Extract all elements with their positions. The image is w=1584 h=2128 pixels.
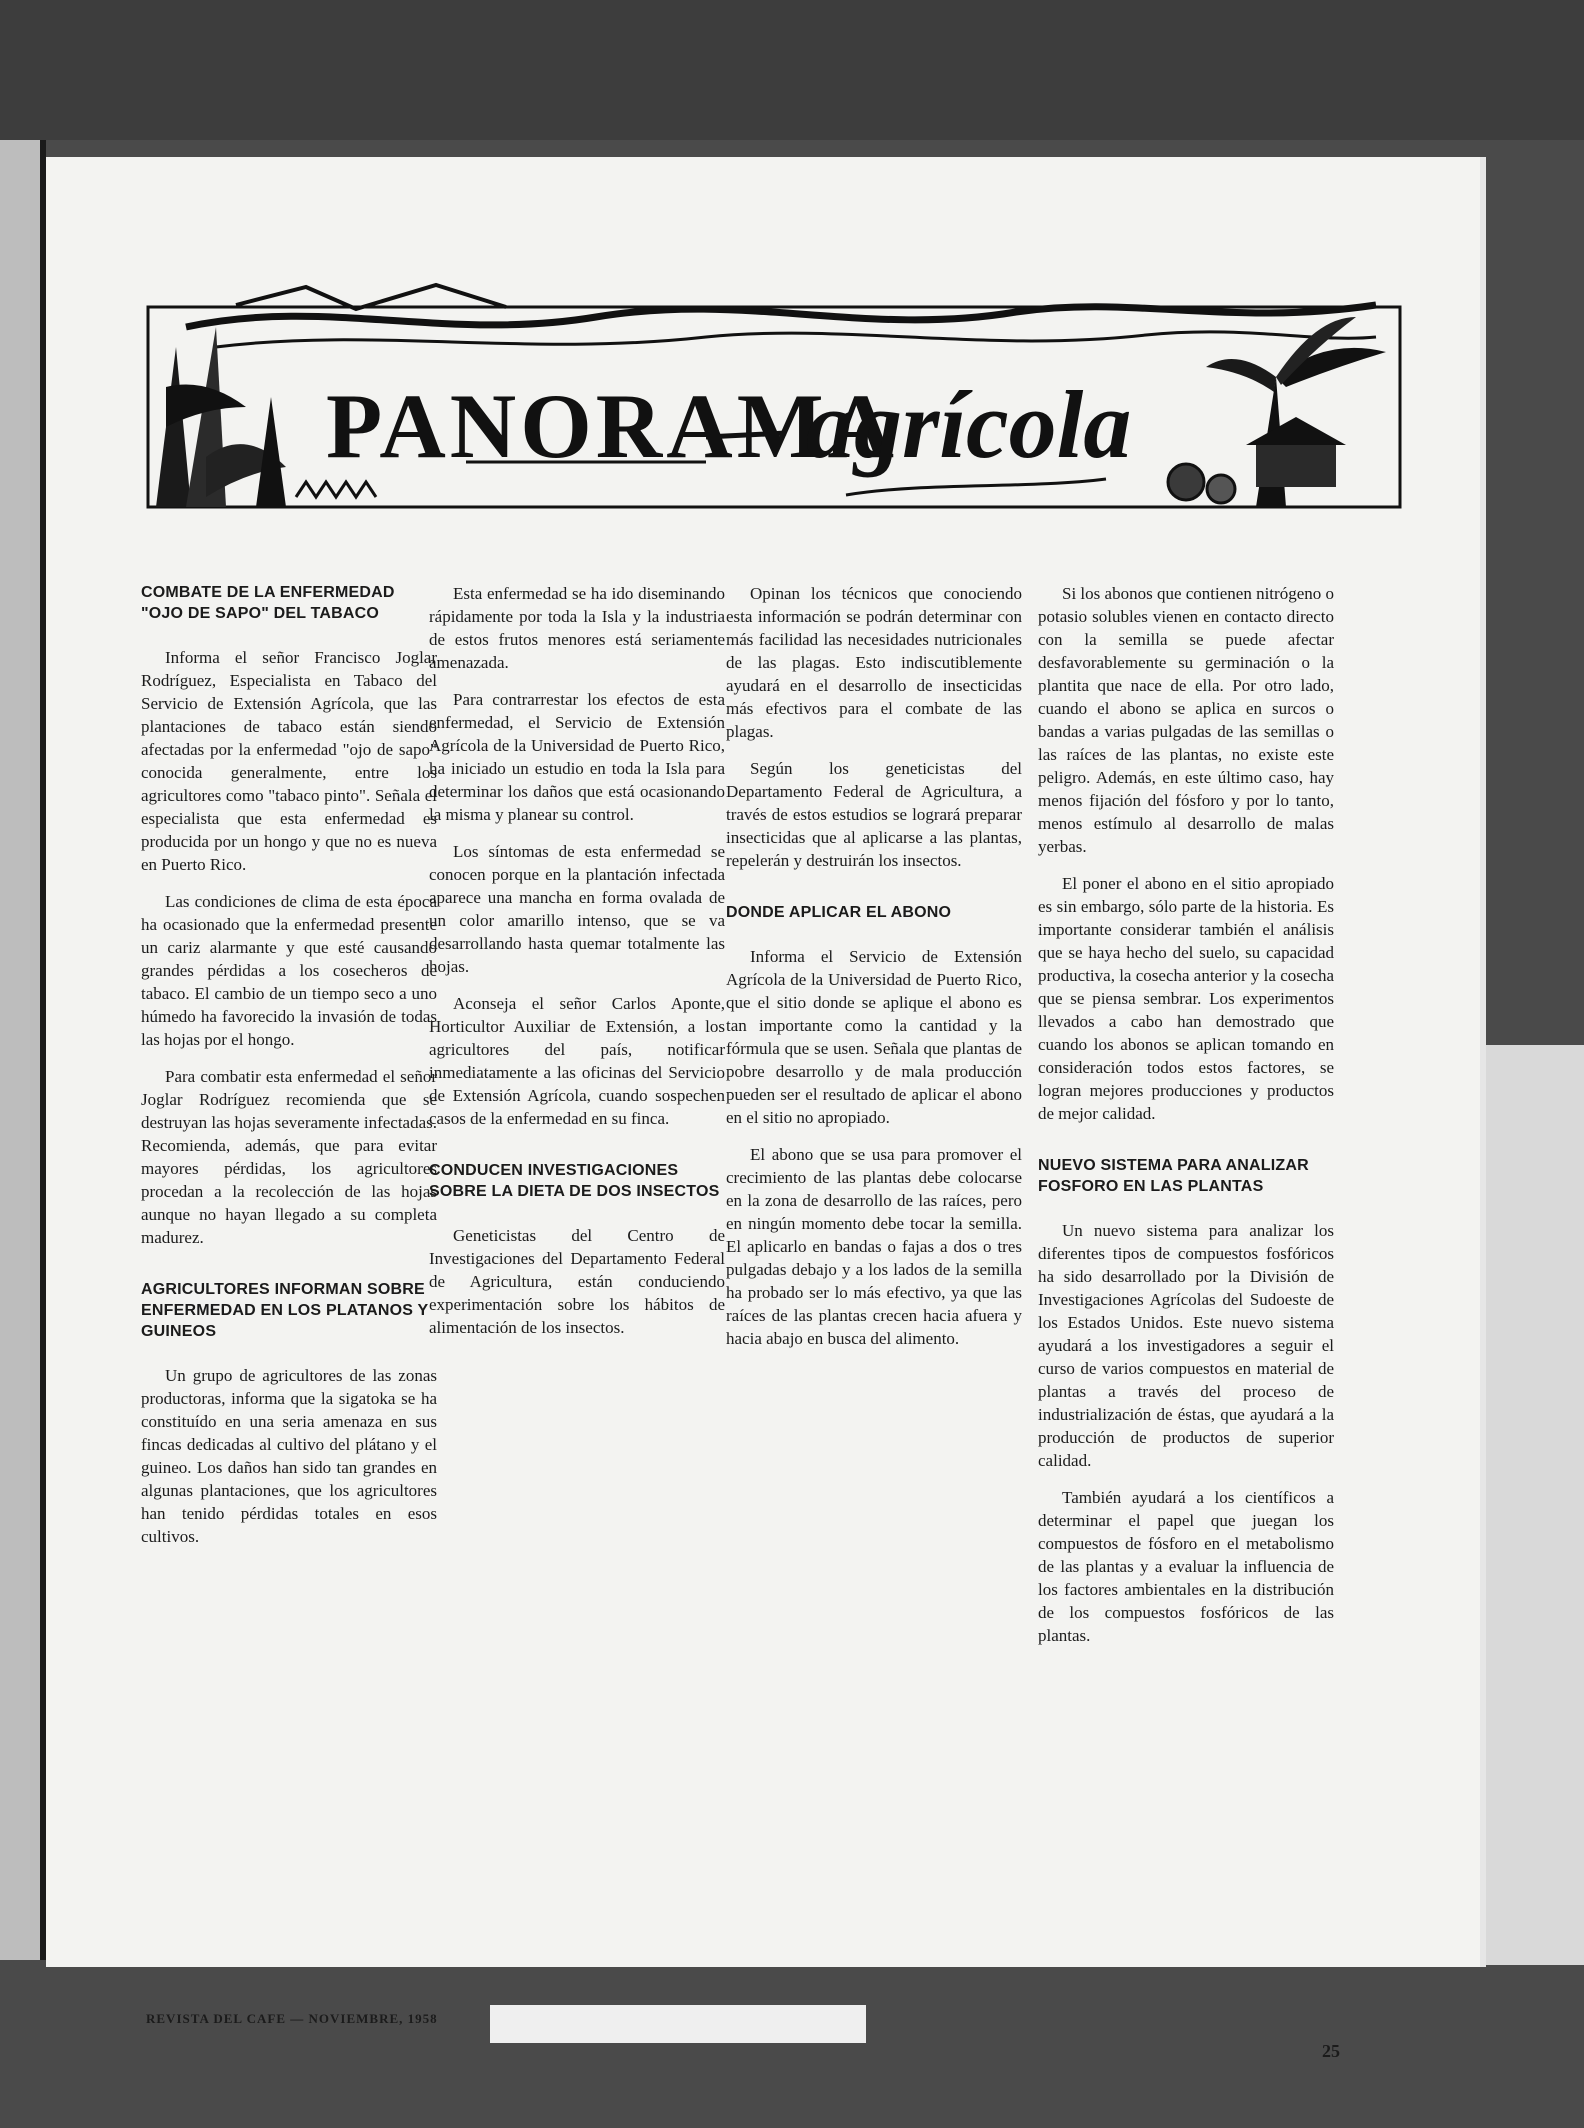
article-heading-donde-aplicar-abono: DONDE APLICAR EL ABONO — [726, 904, 952, 921]
magazine-page — [46, 157, 1480, 2061]
publication-footer: REVISTA DEL CAFE — NOVIEMBRE, 1958 — [146, 2011, 438, 2026]
article-paragraph: Las condiciones de clima de esta época ha ocasionado que la enfermedad presente un cariz alarmante y que esté causando grandes pérdidas a los cosecheros de tabaco. El cambio de un tiempo seco a uno húmedo ha favorecido la invasión de todas las hojas por el hongo. — [141, 892, 437, 1049]
column-2 — [429, 582, 725, 1353]
article-paragraph: Geneticistas del Centro de Investigaciones del Departamento Federal de Agricultura, están conduciendo experimentación sobre los hábitos de alimentación de los insectos. — [429, 1226, 725, 1337]
article-paragraph: Los síntomas de esta enfermedad se conocen porque en la plantación infectada aparece una mancha en forma ovalada de un color amarillo intenso, que se va desarrollando hasta quemar totalmente las hojas. — [429, 842, 725, 976]
banner-title-right: agrícola — [806, 371, 1132, 478]
article-paragraph: Informa el señor Francisco Joglar Rodríguez, Especialista en Tabaco del Servicio de Extensión Agrícola, que las plantaciones de tabaco están siendo afectadas por la enfermedad "ojo de sapo" conocida generalmente, entre los agricultores como "tabaco pinto". Señala el especialista que esta enfermedad es producida por un hongo y que no es nueva en Puerto Rico. — [141, 648, 437, 874]
banner-illustration — [146, 257, 1402, 512]
next-page-edge — [1486, 1045, 1584, 1965]
article-paragraph: Un grupo de agricultores de las zonas productoras, informa que la sigatoka se ha constituído en una seria amenaza en sus fincas dedicadas al cultivo del plátano y el guineo. Los daños han sido tan grandes en algunas plantaciones, que los agricultores han tenido pérdidas totales en esos cultivos. — [141, 1366, 437, 1546]
article-paragraph: También ayudará a los científicos a determinar el papel que juegan los compuestos de fósforo en el metabolismo de las plantas y a evaluar la influencia de los factores ambientales en la distribución de los compuestos fosfóricos de las plantas. — [1038, 1488, 1334, 1645]
article-paragraph: El poner el abono en el sitio apropiado es sin embargo, sólo parte de la historia. Es importante considerar también el análisis que se haya hecho del suelo, su capacidad productiva, la cosecha anterior y la cosecha que se piensa sembrar. Los experimentos llevados a cabo han demostrado que cuando los abonos se aplican tomando en consideración todos estos factores, se logran mejores producciones y productos de mejor calidad. — [1038, 874, 1334, 1123]
page-bottom-tab — [490, 2005, 866, 2043]
column-3 — [726, 582, 1022, 1364]
article-heading-dieta-insectos: CONDUCEN INVESTIGACIONES SOBRE LA DIETA DE DOS INSECTOS — [429, 1162, 720, 1200]
article-paragraph: Según los geneticistas del Departamento Federal de Agricultura, a través de estos estudios se logrará preparar insecticidas que al aplicarse a las plantas, repelerán y destruirán los insectos. — [726, 759, 1022, 870]
article-heading-analizar-fosforo: NUEVO SISTEMA PARA ANALIZAR FOSFORO EN LAS PLANTAS — [1038, 1157, 1309, 1195]
article-heading-platanos-guineos: AGRICULTORES INFORMAN SOBRE ENFERMEDAD EN LOS PLATANOS Y GUINEOS — [141, 1281, 429, 1340]
article-heading-ojo-de-sapo: COMBATE DE LA ENFERMEDAD "OJO DE SAPO" DEL TABACO — [141, 584, 395, 622]
article-paragraph: Informa el Servicio de Extensión Agrícola de la Universidad de Puerto Rico, que el sitio donde se aplique el abono es tan importante como la cantidad y la fórmula que se usen. Señala que plantas de pobre desarrollo y de mala producción pueden ser el resultado de aplicar el abono en el sitio no apropiado. — [726, 947, 1022, 1127]
page-number: 25 — [1322, 2041, 1340, 2061]
column-1 — [141, 582, 437, 1562]
article-paragraph: Para contrarrestar los efectos de esta enfermedad, el Servicio de Extensión Agrícola de la Universidad de Puerto Rico, ha iniciado un estudio en toda la Isla para determinar los daños que está ocasionando la misma y planear su control. — [429, 690, 725, 824]
scan-background-top — [0, 0, 1584, 140]
article-paragraph: Si los abonos que contienen nitrógeno o potasio solubles vienen en contacto directo con la semilla se puede afectar desfavorablemente su germinación o la plantita que nace de ella. Por otro lado, cuando el abono se aplica en surcos o bandas a varias pulgadas de las semillas o las raíces de las plantas, no existe este peligro. Además, en este último caso, hay menos fijación del fósforo y por lo tanto, menos estímulo al desarrollo de malas yerbas. — [1038, 584, 1334, 856]
panorama-agricola-banner — [146, 257, 1402, 512]
article-paragraph: Esta enfermedad se ha ido diseminando rápidamente por toda la Isla y la industria de estos frutos menores está seriamente amenazada. — [429, 584, 725, 672]
article-paragraph: Opinan los técnicos que conociendo esta información se podrán determinar con más facilidad las necesidades nutricionales de las plagas. Esto indiscutiblemente ayudará en el desarrollo de insecticidas más efectivos para el combate de las plagas. — [726, 584, 1022, 741]
banner-title-left: PANORAMA — [326, 375, 898, 477]
article-paragraph: Para combatir esta enfermedad el señor Joglar Rodríguez recomienda que se destruyan las hojas severamente infectadas. Recomienda, además, que para evitar mayores pérdidas, los agricultores procedan a la recolección de las hojas aunque no hayan llegado a su completa madurez. — [141, 1067, 437, 1247]
article-paragraph: Aconseja el señor Carlos Aponte, Horticultor Auxiliar de Extensión, a los agricultores del país, notificar inmediatamente a las oficinas del Servicio de Extensión Agrícola, cuando sospechen casos de la enfermedad en su finca. — [429, 994, 725, 1128]
facing-page-edge — [0, 140, 40, 1960]
article-paragraph: El abono que se usa para promover el crecimiento de las plantas debe colocarse en la zona de desarrollo de las raíces, pero en ningún momento debe tocar la semilla. El aplicarlo en bandas o fajas a dos o tres pulgadas debajo y a los lados de la semilla ha probado ser lo más efectivo, ya que las raíces de las plantas crecen hacia afuera y hacia abajo en busca del alimento. — [726, 1145, 1022, 1348]
column-4 — [1038, 582, 1334, 1661]
article-paragraph: Un nuevo sistema para analizar los diferentes tipos de compuestos fosfóricos ha sido desarrollado por la División de Investigaciones Agrícolas del Sudoeste de los Estados Unidos. Este nuevo sistema ayudará a los investigadores a seguir el curso de varios compuestos en material de plantas a través del proceso de industrialización de éstas, que ayudará a la producción de productos de superior calidad. — [1038, 1221, 1334, 1470]
